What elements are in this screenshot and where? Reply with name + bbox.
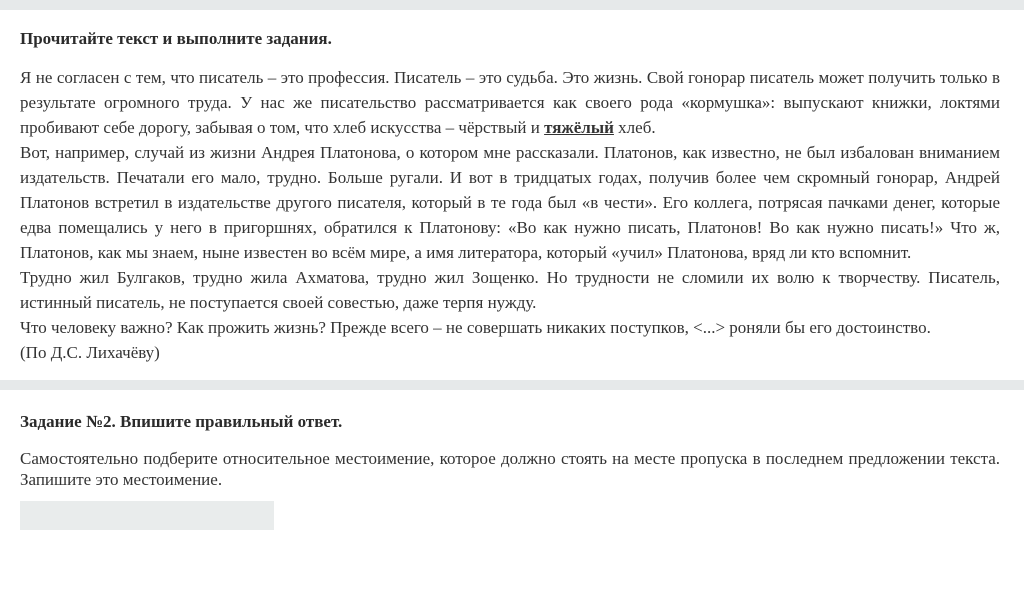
- answer-input[interactable]: [20, 501, 274, 530]
- top-separator: [0, 0, 1024, 10]
- reading-section: [0, 10, 1024, 365]
- task-description: Самостоятельно подберите относительное местоимение, которое должно стоять на месте пропуска в последнем предложении текста. Запишите это местоимение.: [20, 449, 1000, 489]
- paragraph-1: [20, 65, 1000, 140]
- paragraph-1-end: хлеб.: [613, 118, 656, 137]
- paragraph-4: Что человеку важно? Как прожить жизнь? Прежде всего – не совершать никаких поступков, <...> роняли бы его достоинство.: [20, 318, 931, 337]
- reading-instruction: Прочитайте текст и выполните задания.: [20, 29, 332, 48]
- paragraph-2: Вот, например, случай из жизни Андрея Платонова, о котором мне рассказали. Платонов, как известно, не был избалован вниманием издательств. Печатали его мало, трудно. Больше ругали. И вот в тридцатых годах, получив более чем скромный гонорар, Андрей Платонов встретил в издательстве другого писателя, который в те года был «в чести». Его коллега, потрясая пачками денег, которые едва помещались у него в пригоршнях, обратился к Платонову: «Во как нужно писать, Платонов! Во как нужно писать!» Что ж, Платонов, как мы знаем, ныне известен во всём мире, а имя литератора, который «учил» Платонова, вряд ли кто вспомнит.: [20, 143, 1000, 262]
- highlighted-word: тяжёлый: [544, 118, 614, 137]
- task-section: [0, 390, 1024, 530]
- middle-separator: [0, 380, 1024, 390]
- paragraph-3: Трудно жил Булгаков, трудно жила Ахматова, трудно жил Зощенко. Но трудности не сломили их волю к творчеству. Писатель, истинный писатель, не поступается своей совестью, даже терпя нужду.: [20, 268, 1000, 312]
- paragraph-1-start: Я не согласен с тем, что писатель – это профессия. Писатель – это судьба. Это жизнь. Свой гонорар писатель может получить только в результате огромного труда. У нас же писательство рассматривается как своего рода «кормушка»: выпускают книжки, локтями пробивают себе дорогу, забывая о том, что хлеб искусства – чёрствый и: [20, 68, 1000, 137]
- reading-text: [20, 65, 1000, 365]
- task-title: Задание №2. Впишите правильный ответ.: [20, 412, 343, 431]
- source-attribution: (По Д.С. Лихачёву): [20, 343, 160, 362]
